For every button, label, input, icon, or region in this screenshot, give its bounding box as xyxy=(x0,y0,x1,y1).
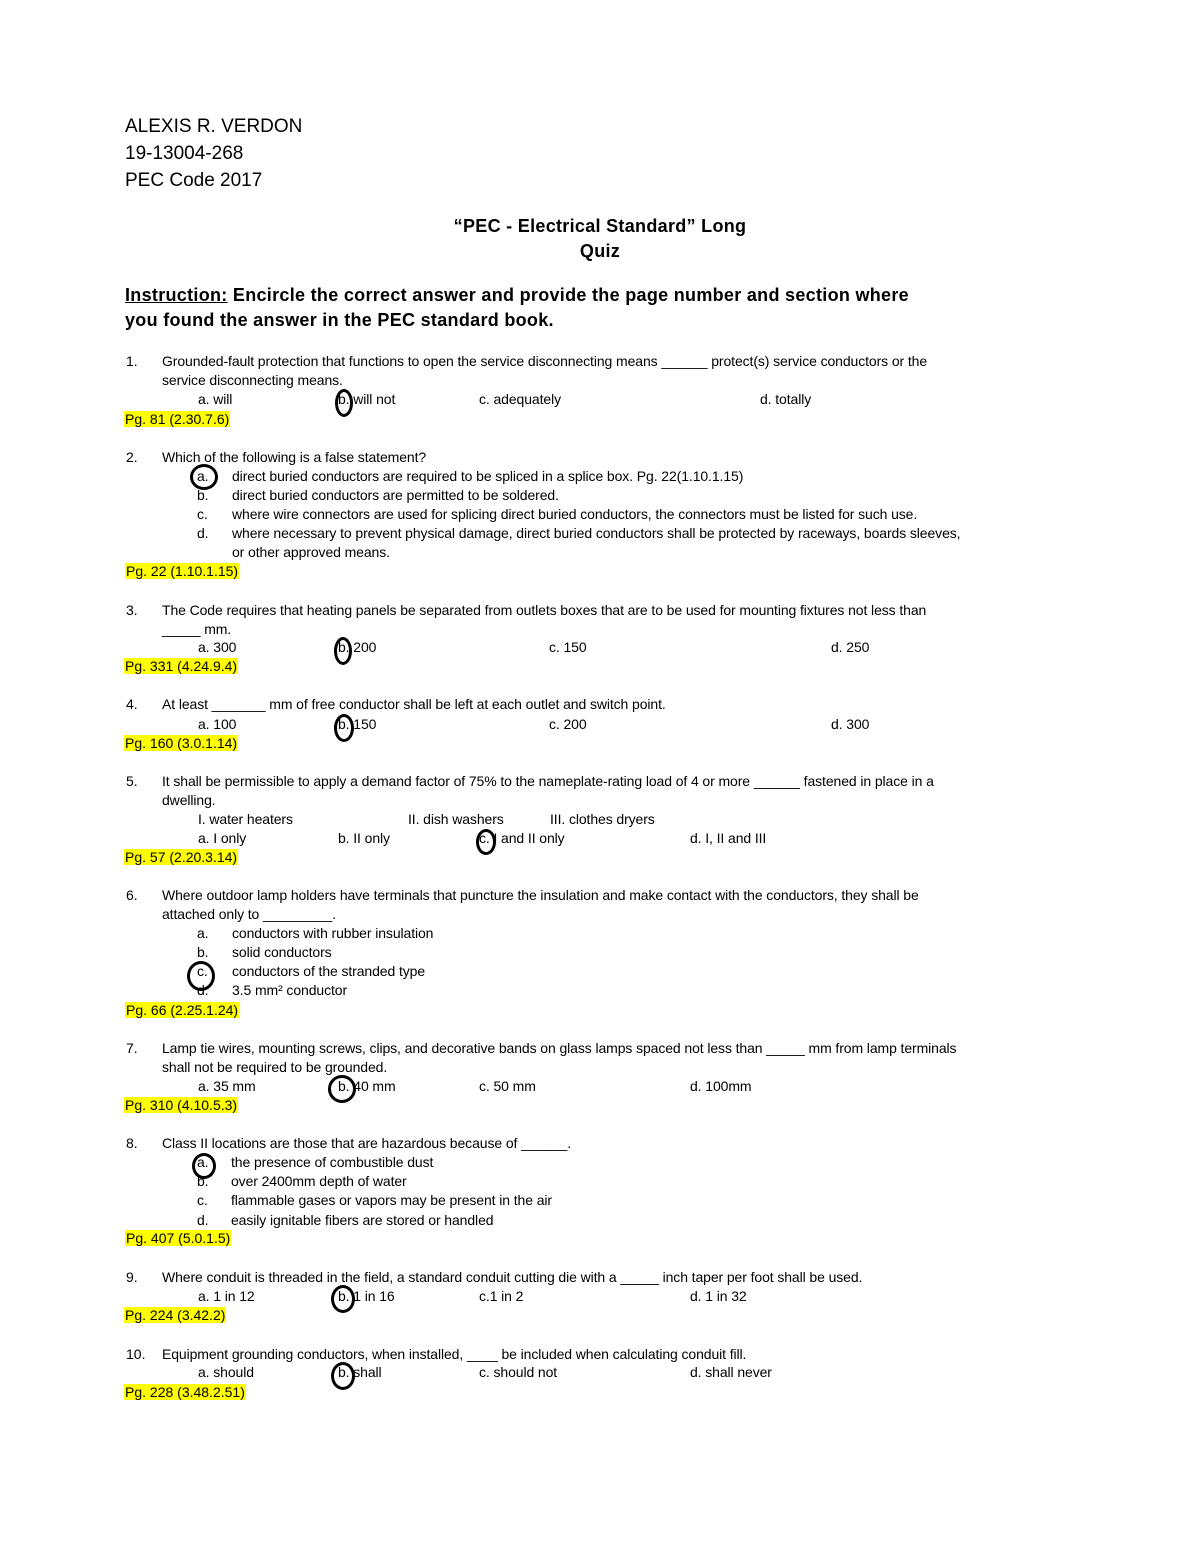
question-number: 9. xyxy=(126,1269,138,1285)
student-id: 19-13004-268 xyxy=(125,143,244,164)
option-letter: c. xyxy=(197,963,208,979)
answer-reference: Pg. 228 (3.48.2.51) xyxy=(125,1384,245,1400)
option-c: c. should not xyxy=(479,1364,558,1380)
question-text: Class II locations are those that are hazardous because of ______. xyxy=(162,1135,571,1151)
answer-circle-mark xyxy=(331,1285,355,1313)
answer-circle-mark xyxy=(476,829,496,855)
option-letter: b. xyxy=(197,487,209,503)
option-a: the presence of combustible dust xyxy=(231,1154,434,1170)
option-letter: b. xyxy=(197,1173,209,1189)
question-text-cont: dwelling. xyxy=(162,792,216,808)
question-text: Which of the following is a false statement? xyxy=(162,449,427,465)
question-text: It shall be permissible to apply a demand factor of 75% to the nameplate-rating load of 4 or more ______ fastened in place in a xyxy=(162,773,934,789)
option-letter: d. xyxy=(197,525,209,541)
question-number: 1. xyxy=(126,353,138,369)
option-a: a. 1 in 12 xyxy=(198,1288,255,1304)
option-letter: b. xyxy=(197,944,209,960)
option-c: c. 150 xyxy=(549,639,587,655)
question-number: 6. xyxy=(126,887,138,903)
option-b: b. 200 xyxy=(338,639,377,655)
option-a: direct buried conductors are required to be spliced in a splice box. Pg. 22(1.10.1.15) xyxy=(232,468,744,484)
option-b: direct buried conductors are permitted to be soldered. xyxy=(232,487,559,503)
course-code: PEC Code 2017 xyxy=(125,170,263,191)
question-text-cont: service disconnecting means. xyxy=(162,372,343,388)
option-d: d. I, II and III xyxy=(690,830,767,846)
option-d: d. 300 xyxy=(831,716,870,732)
instruction-text: Encircle the correct answer and provide the page number and section where xyxy=(227,285,909,305)
option-a: a. should xyxy=(198,1364,254,1380)
option-d: d. totally xyxy=(760,391,812,407)
question-number: 10. xyxy=(126,1346,146,1362)
answer-reference: Pg. 22 (1.10.1.15) xyxy=(126,563,239,579)
option-d: 3.5 mm² conductor xyxy=(232,982,348,998)
answer-reference: Pg. 66 (2.25.1.24) xyxy=(126,1002,239,1018)
question-number: 5. xyxy=(126,773,138,789)
answer-circle-mark xyxy=(328,1075,356,1103)
instruction-line1 xyxy=(125,285,909,306)
question-number: 2. xyxy=(126,449,138,465)
student-name: ALEXIS R. VERDON xyxy=(125,116,303,137)
answer-circle-mark xyxy=(335,389,353,417)
answer-reference: Pg. 224 (3.42.2) xyxy=(125,1307,226,1323)
option-b: over 2400mm depth of water xyxy=(231,1173,407,1189)
question-text: Where conduit is threaded in the field, a standard conduit cutting die with a _____ inch taper per foot shall be used. xyxy=(162,1269,863,1285)
question-text-cont: attached only to _________. xyxy=(162,906,337,922)
option-b: b. II only xyxy=(338,830,390,846)
option-c: c. 200 xyxy=(549,716,587,732)
answer-reference: Pg. 407 (5.0.1.5) xyxy=(126,1230,231,1246)
option-d-cont: or other approved means. xyxy=(232,544,390,560)
instruction-line2: you found the answer in the PEC standard book. xyxy=(125,310,554,330)
option-b: b. will not xyxy=(338,391,396,407)
option-b: b. 1 in 16 xyxy=(338,1288,395,1304)
option-b: b. shall xyxy=(338,1364,382,1380)
option-letter: d. xyxy=(197,1212,209,1228)
question-number: 4. xyxy=(126,696,138,712)
question-text: Lamp tie wires, mounting screws, clips, and decorative bands on glass lamps spaced not less than _____ mm from lamp terminals xyxy=(162,1040,957,1056)
answer-reference: Pg. 310 (4.10.5.3) xyxy=(125,1097,238,1113)
option-c: c. adequately xyxy=(479,391,561,407)
option-a: a. 35 mm xyxy=(198,1078,256,1094)
option-c: flammable gases or vapors may be present in the air xyxy=(231,1192,552,1208)
item-i: I. water heaters xyxy=(198,811,293,827)
answer-circle-mark xyxy=(190,464,218,490)
answer-circle-mark xyxy=(187,961,215,991)
question-text: Equipment grounding conductors, when installed, ____ be included when calculating conduit fill. xyxy=(162,1346,747,1362)
option-d: d. 1 in 32 xyxy=(690,1288,747,1304)
option-b: b. 40 mm xyxy=(338,1078,396,1094)
option-letter: a. xyxy=(197,1154,209,1170)
answer-reference: Pg. 57 (2.20.3.14) xyxy=(125,849,238,865)
option-d: where necessary to prevent physical damage, direct buried conductors shall be protected by raceways, boards sleeves, xyxy=(232,525,961,541)
option-letter: d. xyxy=(197,982,209,998)
question-text: Where outdoor lamp holders have terminals that puncture the insulation and make contact with the conductors, they shall be xyxy=(162,887,919,903)
answer-reference: Pg. 160 (3.0.1.14) xyxy=(125,735,238,751)
question-text: At least _______ mm of free conductor shall be left at each outlet and switch point. xyxy=(162,696,666,712)
answer-reference: Pg. 81 (2.30.7.6) xyxy=(125,411,230,427)
quiz-title-line1: “PEC - Electrical Standard” Long xyxy=(453,216,747,236)
quiz-title-line2: Quiz xyxy=(579,241,621,261)
option-a: conductors with rubber insulation xyxy=(232,925,434,941)
answer-reference: Pg. 331 (4.24.9.4) xyxy=(125,658,238,674)
option-letter: a. xyxy=(197,468,209,484)
option-c: c.1 in 2 xyxy=(479,1288,524,1304)
option-d: easily ignitable fibers are stored or handled xyxy=(231,1212,494,1228)
question-number: 3. xyxy=(126,602,138,618)
answer-circle-mark xyxy=(334,714,354,742)
option-b: solid conductors xyxy=(232,944,332,960)
item-ii: II. dish washers xyxy=(408,811,504,827)
option-d: d. 250 xyxy=(831,639,870,655)
option-letter: c. xyxy=(197,506,208,522)
option-c: where wire connectors are used for splicing direct buried conductors, the connectors must be listed for such use. xyxy=(232,506,918,522)
option-a: a. I only xyxy=(198,830,247,846)
question-text: Grounded-fault protection that functions to open the service disconnecting means ______ protect(s) service conductors or the xyxy=(162,353,928,369)
question-number: 7. xyxy=(126,1040,138,1056)
option-a: a. 300 xyxy=(198,639,237,655)
option-a: a. will xyxy=(198,391,233,407)
option-c: c. 50 mm xyxy=(479,1078,536,1094)
option-letter: c. xyxy=(197,1192,208,1208)
answer-circle-mark xyxy=(334,637,352,665)
option-d: d. shall never xyxy=(690,1364,772,1380)
instruction-label: Instruction: xyxy=(125,285,228,305)
option-b: b. 150 xyxy=(338,716,377,732)
option-c: c. I and II only xyxy=(479,830,565,846)
option-letter: a. xyxy=(197,925,209,941)
option-a: a. 100 xyxy=(198,716,237,732)
answer-circle-mark xyxy=(331,1362,355,1390)
question-number: 8. xyxy=(126,1135,138,1151)
item-iii: III. clothes dryers xyxy=(550,811,655,827)
question-text-cont: shall not be required to be grounded. xyxy=(162,1059,388,1075)
answer-circle-mark xyxy=(192,1153,216,1179)
option-c: conductors of the stranded type xyxy=(232,963,426,979)
question-text: The Code requires that heating panels be separated from outlets boxes that are to be used for mounting fixtures not less than xyxy=(162,602,927,618)
question-text-cont: _____ mm. xyxy=(162,621,232,637)
option-d: d. 100mm xyxy=(690,1078,752,1094)
